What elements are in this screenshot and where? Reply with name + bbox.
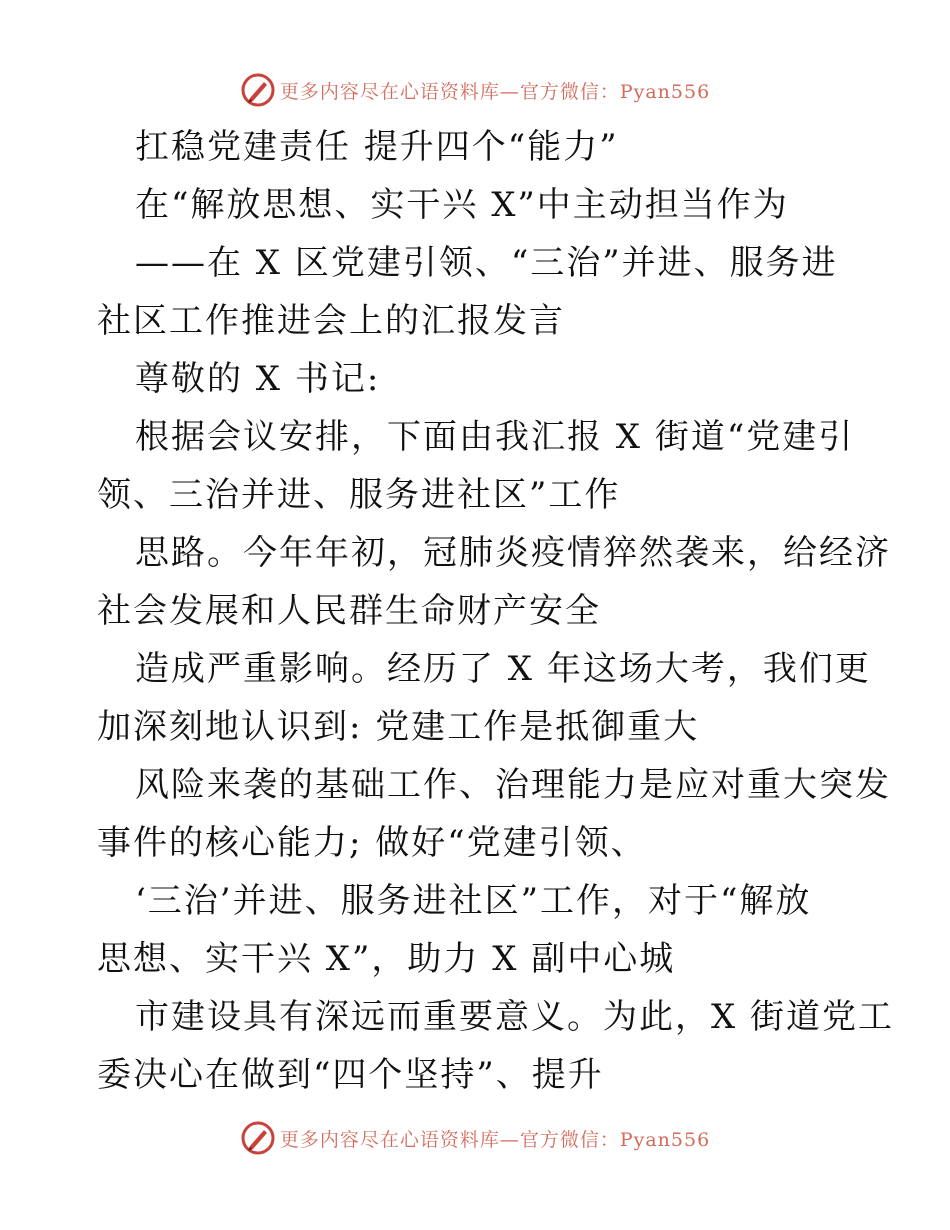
title-line: 扛稳党建责任 提升四个“能力” (135, 127, 619, 167)
paragraph-line: 领、三治并进、服务进社区”工作 (97, 475, 621, 515)
paragraph-line: 思路。今年年初，冠肺炎疫情猝然袭来，给经济 (135, 533, 891, 573)
subtitle-line: ——在 X 区党建引领、“三治”并进、服务进 (135, 243, 838, 283)
pen-logo-icon (240, 72, 276, 108)
subtitle-line: 社区工作推进会上的汇报发言 (97, 301, 565, 341)
pen-logo-icon (240, 1120, 276, 1156)
banner-text: 更多内容尽在心语资料库—官方微信：Pyan556 (279, 80, 711, 103)
paragraph-line: 根据会议安排，下面由我汇报 X 街道“党建引 (135, 417, 855, 457)
paragraph-line: ‘三治’并进、服务进社区”工作，对于“解放 (135, 881, 812, 921)
paragraph-line: 加深刻地认识到: 党建工作是抵御重大 (97, 707, 700, 747)
subtitle-line: 在“解放思想、实干兴 X”中主动担当作为 (135, 185, 789, 225)
document-body (97, 118, 895, 1104)
header-banner (0, 70, 950, 110)
paragraph-line: 市建设具有深远而重要意义。为此，X 街道党工 (135, 997, 895, 1037)
banner-text: 更多内容尽在心语资料库—官方微信：Pyan556 (279, 1128, 711, 1151)
paragraph-line: 思想、实干兴 X”，助力 X 副中心城 (97, 939, 676, 979)
footer-banner (0, 1118, 950, 1158)
paragraph-line: 社会发展和人民群生命财产安全 (97, 591, 601, 631)
paragraph-line: 委决心在做到“四个坚持”、提升 (97, 1055, 604, 1095)
salutation-line: 尊敬的 X 书记: (135, 359, 381, 399)
paragraph-line: 风险来袭的基础工作、治理能力是应对重大突发 (135, 765, 891, 805)
paragraph-line: 事件的核心能力; 做好“党建引领、 (97, 823, 647, 863)
paragraph-line: 造成严重影响。经历了 X 年这场大考，我们更 (135, 649, 871, 689)
